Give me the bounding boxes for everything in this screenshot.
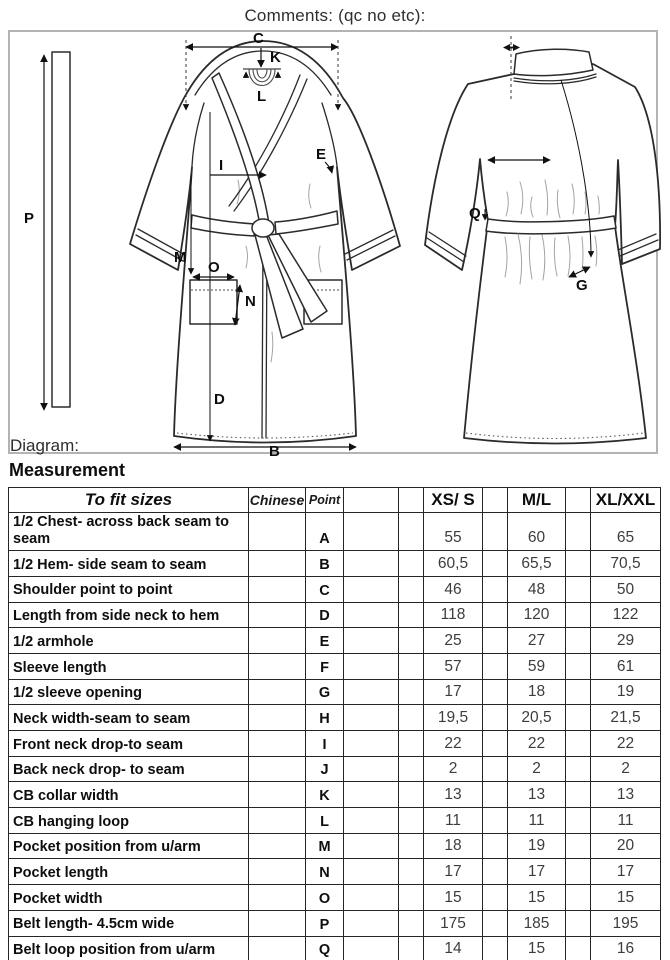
table-row-a (9, 513, 661, 551)
cell-xl-xxl: 11 (591, 808, 661, 834)
table-row-d (9, 602, 661, 628)
cell-empty (399, 885, 424, 911)
belt-knot (252, 219, 274, 237)
cell-m-l: 60 (508, 513, 566, 551)
cell-label: Front neck drop-to seam (9, 731, 249, 757)
point-label-e: E (316, 146, 327, 163)
cell-chinese (249, 782, 306, 808)
cell-empty (344, 602, 399, 628)
cell-empty (483, 602, 508, 628)
point-label-l: L (257, 88, 267, 105)
cell-empty (344, 859, 399, 885)
comments-label: Comments: (qc no etc): (244, 6, 426, 25)
cell-chinese (249, 576, 306, 602)
cell-empty (344, 885, 399, 911)
cell-point: B (306, 551, 344, 577)
cell-empty (566, 808, 591, 834)
cell-xs-s: 18 (424, 833, 483, 859)
cell-empty (566, 628, 591, 654)
cell-empty (483, 833, 508, 859)
cell-xl-xxl: 19 (591, 679, 661, 705)
table-row-c (9, 576, 661, 602)
cell-chinese (249, 756, 306, 782)
cell-label: Belt loop position from u/arm (9, 936, 249, 960)
cell-empty (344, 782, 399, 808)
cell-xs-s: 175 (424, 910, 483, 936)
cell-empty (399, 731, 424, 757)
point-label-g: G (576, 277, 588, 294)
cell-xl-xxl: 61 (591, 653, 661, 679)
cell-point: O (306, 885, 344, 911)
cell-point: Q (306, 936, 344, 960)
cell-xl-xxl: 70,5 (591, 551, 661, 577)
cell-m-l: 59 (508, 653, 566, 679)
cell-xl-xxl: 20 (591, 833, 661, 859)
cell-point: J (306, 756, 344, 782)
measurement-table-body (9, 513, 661, 960)
cell-point: A (306, 513, 344, 551)
cell-empty (399, 859, 424, 885)
cell-xl-xxl: 2 (591, 756, 661, 782)
cell-m-l: 27 (508, 628, 566, 654)
cell-chinese (249, 731, 306, 757)
cell-xs-s: 118 (424, 602, 483, 628)
cell-xl-xxl: 50 (591, 576, 661, 602)
cell-point: F (306, 653, 344, 679)
table-row-e (9, 628, 661, 654)
cell-xs-s: 55 (424, 513, 483, 551)
table-row-l (9, 808, 661, 834)
header-size-xs-s: XS/ S (424, 488, 483, 513)
cell-chinese (249, 910, 306, 936)
cell-empty (399, 628, 424, 654)
table-row-h (9, 705, 661, 731)
cell-label: Length from side neck to hem (9, 602, 249, 628)
header-empty-3 (483, 488, 508, 513)
table-row-k (9, 782, 661, 808)
cell-xl-xxl: 15 (591, 885, 661, 911)
cell-empty (566, 551, 591, 577)
cell-empty (483, 936, 508, 960)
cell-empty (344, 936, 399, 960)
cell-chinese (249, 885, 306, 911)
cell-empty (483, 653, 508, 679)
cell-point: I (306, 731, 344, 757)
cell-empty (566, 782, 591, 808)
header-empty-4 (566, 488, 591, 513)
cell-xl-xxl: 17 (591, 859, 661, 885)
cell-label: 1/2 armhole (9, 628, 249, 654)
cell-m-l: 15 (508, 885, 566, 911)
cell-point: G (306, 679, 344, 705)
cell-empty (344, 551, 399, 577)
cell-point: L (306, 808, 344, 834)
point-label-m: M (174, 249, 187, 266)
cell-point: H (306, 705, 344, 731)
point-label-i: I (219, 157, 224, 174)
cell-m-l: 22 (508, 731, 566, 757)
cell-label: 1/2 sleeve opening (9, 679, 249, 705)
cell-empty (344, 756, 399, 782)
cell-empty (566, 576, 591, 602)
cell-empty (399, 910, 424, 936)
cell-empty (399, 833, 424, 859)
cell-empty (566, 705, 591, 731)
cell-empty (344, 628, 399, 654)
table-row-o (9, 885, 661, 911)
table-row-b (9, 551, 661, 577)
table-row-q (9, 936, 661, 960)
cell-xl-xxl: 22 (591, 731, 661, 757)
cell-xl-xxl: 65 (591, 513, 661, 551)
cell-chinese (249, 679, 306, 705)
cell-xs-s: 46 (424, 576, 483, 602)
cell-label: Shoulder point to point (9, 576, 249, 602)
cell-empty (566, 936, 591, 960)
cell-empty (566, 602, 591, 628)
cell-empty (344, 833, 399, 859)
cell-xl-xxl: 195 (591, 910, 661, 936)
point-label-q: Q (469, 205, 481, 222)
table-row-m (9, 833, 661, 859)
cell-m-l: 17 (508, 859, 566, 885)
cell-chinese (249, 859, 306, 885)
cell-empty (483, 859, 508, 885)
cell-empty (483, 782, 508, 808)
cell-point: K (306, 782, 344, 808)
front-pocket-left (190, 280, 237, 324)
cell-m-l: 2 (508, 756, 566, 782)
cell-m-l: 13 (508, 782, 566, 808)
cell-empty (566, 859, 591, 885)
cell-m-l: 20,5 (508, 705, 566, 731)
cell-point: C (306, 576, 344, 602)
cell-empty (566, 756, 591, 782)
cell-chinese (249, 513, 306, 551)
table-row-j (9, 756, 661, 782)
measurement-title: Measurement (9, 460, 126, 480)
cell-empty (399, 756, 424, 782)
cell-empty (399, 513, 424, 551)
cell-label: Pocket position from u/arm (9, 833, 249, 859)
cell-empty (399, 782, 424, 808)
cell-xl-xxl: 16 (591, 936, 661, 960)
cell-empty (483, 885, 508, 911)
cell-label: Pocket length (9, 859, 249, 885)
cell-xs-s: 60,5 (424, 551, 483, 577)
diagram-label: Diagram: (10, 436, 79, 455)
cell-m-l: 65,5 (508, 551, 566, 577)
cell-point: D (306, 602, 344, 628)
cell-empty (399, 679, 424, 705)
cell-empty (344, 576, 399, 602)
cell-label: CB hanging loop (9, 808, 249, 834)
cell-point: E (306, 628, 344, 654)
cell-point: P (306, 910, 344, 936)
cell-empty (399, 705, 424, 731)
cell-label: Belt length- 4.5cm wide (9, 910, 249, 936)
cell-empty (483, 551, 508, 577)
cell-m-l: 15 (508, 936, 566, 960)
cell-empty (483, 910, 508, 936)
cell-label: Neck width-seam to seam (9, 705, 249, 731)
cell-xs-s: 22 (424, 731, 483, 757)
cell-xs-s: 15 (424, 885, 483, 911)
cell-point: N (306, 859, 344, 885)
cell-chinese (249, 936, 306, 960)
cell-empty (566, 885, 591, 911)
cell-xs-s: 11 (424, 808, 483, 834)
cell-empty (344, 653, 399, 679)
diagram-box (8, 30, 658, 460)
cell-empty (399, 653, 424, 679)
cell-empty (566, 513, 591, 551)
cell-empty (399, 576, 424, 602)
cell-empty (566, 731, 591, 757)
cell-empty (344, 705, 399, 731)
point-label-b: B (269, 443, 280, 460)
cell-empty (483, 628, 508, 654)
cell-xl-xxl: 13 (591, 782, 661, 808)
cell-point: M (306, 833, 344, 859)
header-empty-1 (344, 488, 399, 513)
cell-empty (483, 756, 508, 782)
cell-label: CB collar width (9, 782, 249, 808)
cell-empty (399, 808, 424, 834)
cell-xl-xxl: 122 (591, 602, 661, 628)
cell-label: 1/2 Chest- across back seam to seam (9, 513, 249, 551)
cell-xs-s: 17 (424, 679, 483, 705)
cell-xs-s: 57 (424, 653, 483, 679)
cell-chinese (249, 602, 306, 628)
cell-empty (483, 679, 508, 705)
cell-empty (566, 679, 591, 705)
cell-chinese (249, 808, 306, 834)
cell-empty (399, 551, 424, 577)
cell-xl-xxl: 29 (591, 628, 661, 654)
robe-back-view (425, 49, 660, 443)
cell-m-l: 48 (508, 576, 566, 602)
cell-m-l: 120 (508, 602, 566, 628)
table-row-g (9, 679, 661, 705)
cell-xl-xxl: 21,5 (591, 705, 661, 731)
cell-xs-s: 17 (424, 859, 483, 885)
belt-strip-diagram (24, 52, 70, 410)
cell-xs-s: 14 (424, 936, 483, 960)
point-label-d: D (214, 391, 225, 408)
cell-chinese (249, 551, 306, 577)
cell-chinese (249, 833, 306, 859)
table-row-n (9, 859, 661, 885)
cell-empty (344, 679, 399, 705)
point-label-k: K (270, 49, 281, 66)
cell-empty (399, 936, 424, 960)
cell-empty (344, 808, 399, 834)
cell-m-l: 185 (508, 910, 566, 936)
measurement-table (8, 487, 661, 960)
header-size-m-l: M/L (508, 488, 566, 513)
cell-empty (566, 653, 591, 679)
cell-empty (483, 731, 508, 757)
cell-empty (344, 731, 399, 757)
cell-chinese (249, 628, 306, 654)
cell-xs-s: 19,5 (424, 705, 483, 731)
cell-empty (344, 910, 399, 936)
robe-technical-drawing (10, 30, 656, 460)
header-empty-2 (399, 488, 424, 513)
cell-label: Pocket width (9, 885, 249, 911)
cell-xs-s: 13 (424, 782, 483, 808)
table-row-i (9, 731, 661, 757)
cell-chinese (249, 653, 306, 679)
point-label-o: O (208, 259, 220, 276)
cell-chinese (249, 705, 306, 731)
cell-empty (483, 808, 508, 834)
cell-label: Back neck drop- to seam (9, 756, 249, 782)
cell-empty (399, 602, 424, 628)
cell-m-l: 19 (508, 833, 566, 859)
header-to-fit-sizes: To fit sizes (9, 488, 249, 513)
cell-empty (566, 910, 591, 936)
cell-empty (483, 576, 508, 602)
point-label-n: N (245, 293, 256, 310)
cell-empty (483, 705, 508, 731)
table-row-f (9, 653, 661, 679)
cell-empty (344, 513, 399, 551)
table-row-p (9, 910, 661, 936)
back-collar (514, 49, 593, 75)
cell-label: 1/2 Hem- side seam to seam (9, 551, 249, 577)
header-size-xl-xxl: XL/XXL (591, 488, 661, 513)
cell-m-l: 11 (508, 808, 566, 834)
cell-empty (566, 833, 591, 859)
cell-m-l: 18 (508, 679, 566, 705)
cell-xs-s: 25 (424, 628, 483, 654)
header-chinese: Chinese (249, 488, 306, 513)
cell-label: Sleeve length (9, 653, 249, 679)
point-label-p: P (24, 210, 35, 227)
cell-xs-s: 2 (424, 756, 483, 782)
table-header-row (9, 488, 661, 513)
header-point: Point (306, 488, 344, 513)
cell-empty (483, 513, 508, 551)
point-label-c: C (253, 30, 264, 47)
